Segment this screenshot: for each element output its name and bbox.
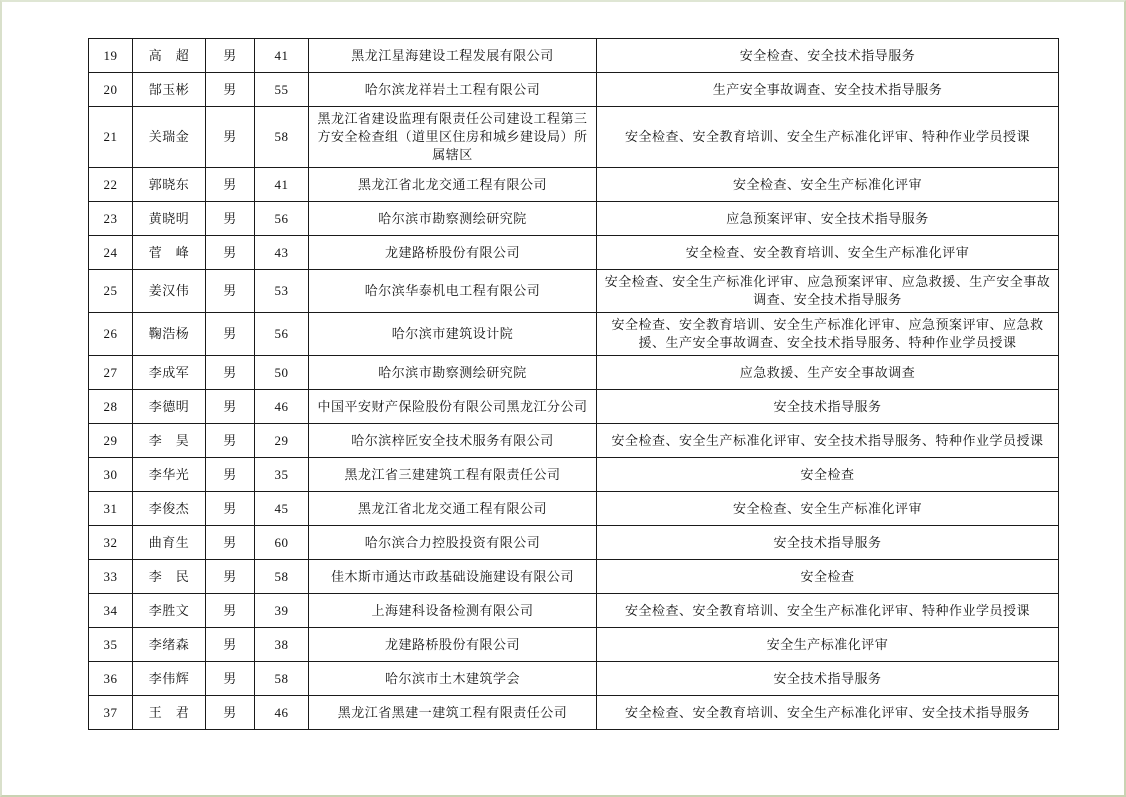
cell-age: 41: [255, 39, 309, 73]
cell-services: 安全技术指导服务: [597, 390, 1059, 424]
table-row: [89, 696, 1059, 730]
table-row: [89, 526, 1059, 560]
cell-age: 46: [255, 696, 309, 730]
cell-company: 黑龙江省北龙交通工程有限公司: [309, 168, 597, 202]
cell-services: 安全技术指导服务: [597, 662, 1059, 696]
cell-name: 李胜文: [133, 594, 206, 628]
table-row: [89, 107, 1059, 168]
cell-name: 李华光: [133, 458, 206, 492]
table-row: [89, 424, 1059, 458]
cell-name: 菅 峰: [133, 236, 206, 270]
cell-gender: 男: [206, 526, 255, 560]
cell-name: 姜汉伟: [133, 270, 206, 313]
cell-serial-number: 33: [89, 560, 133, 594]
cell-services: 安全检查、安全教育培训、安全生产标准化评审: [597, 236, 1059, 270]
cell-gender: 男: [206, 390, 255, 424]
cell-age: 50: [255, 356, 309, 390]
cell-name: 李 昊: [133, 424, 206, 458]
cell-company: 上海建科设备检测有限公司: [309, 594, 597, 628]
table-row: [89, 662, 1059, 696]
table-row: [89, 458, 1059, 492]
cell-name: 王 君: [133, 696, 206, 730]
cell-serial-number: 25: [89, 270, 133, 313]
cell-services: 安全检查、安全教育培训、安全生产标准化评审、特种作业学员授课: [597, 107, 1059, 168]
cell-age: 46: [255, 390, 309, 424]
cell-serial-number: 19: [89, 39, 133, 73]
cell-name: 郭晓东: [133, 168, 206, 202]
experts-table: [88, 38, 1059, 730]
cell-serial-number: 22: [89, 168, 133, 202]
table-row: [89, 39, 1059, 73]
cell-services: 安全技术指导服务: [597, 526, 1059, 560]
cell-gender: 男: [206, 492, 255, 526]
cell-serial-number: 27: [89, 356, 133, 390]
cell-serial-number: 34: [89, 594, 133, 628]
cell-services: 安全检查: [597, 458, 1059, 492]
table-row: [89, 236, 1059, 270]
cell-services: 安全检查、安全生产标准化评审: [597, 168, 1059, 202]
cell-name: 李俊杰: [133, 492, 206, 526]
cell-gender: 男: [206, 696, 255, 730]
table-row: [89, 168, 1059, 202]
cell-services: 安全检查、安全教育培训、安全生产标准化评审、应急预案评审、应急救援、生产安全事故调查、安全技术指导服务、特种作业学员授课: [597, 313, 1059, 356]
cell-company: 龙建路桥股份有限公司: [309, 628, 597, 662]
cell-serial-number: 28: [89, 390, 133, 424]
table-row: [89, 270, 1059, 313]
cell-services: 安全检查: [597, 560, 1059, 594]
table-body: [89, 39, 1059, 730]
table-row: [89, 202, 1059, 236]
cell-gender: 男: [206, 424, 255, 458]
cell-age: 56: [255, 202, 309, 236]
cell-serial-number: 21: [89, 107, 133, 168]
table-row: [89, 492, 1059, 526]
cell-services: 生产安全事故调查、安全技术指导服务: [597, 73, 1059, 107]
cell-gender: 男: [206, 628, 255, 662]
cell-serial-number: 23: [89, 202, 133, 236]
table-row: [89, 356, 1059, 390]
cell-company: 哈尔滨华泰机电工程有限公司: [309, 270, 597, 313]
cell-name: 李伟辉: [133, 662, 206, 696]
cell-name: 黄晓明: [133, 202, 206, 236]
table-row: [89, 73, 1059, 107]
cell-gender: 男: [206, 73, 255, 107]
cell-gender: 男: [206, 594, 255, 628]
table-row: [89, 390, 1059, 424]
cell-name: 关瑞金: [133, 107, 206, 168]
cell-serial-number: 32: [89, 526, 133, 560]
cell-services: 安全检查、安全生产标准化评审、应急预案评审、应急救援、生产安全事故调查、安全技术指导服务: [597, 270, 1059, 313]
cell-age: 55: [255, 73, 309, 107]
cell-services: 安全检查、安全生产标准化评审、安全技术指导服务、特种作业学员授课: [597, 424, 1059, 458]
cell-name: 鞠浩杨: [133, 313, 206, 356]
document-page: [2, 2, 1124, 795]
cell-company: 哈尔滨梓匠安全技术服务有限公司: [309, 424, 597, 458]
cell-serial-number: 26: [89, 313, 133, 356]
cell-age: 35: [255, 458, 309, 492]
cell-company: 哈尔滨市勘察测绘研究院: [309, 202, 597, 236]
cell-company: 黑龙江省北龙交通工程有限公司: [309, 492, 597, 526]
cell-serial-number: 20: [89, 73, 133, 107]
cell-age: 58: [255, 560, 309, 594]
cell-age: 29: [255, 424, 309, 458]
cell-serial-number: 37: [89, 696, 133, 730]
cell-serial-number: 36: [89, 662, 133, 696]
cell-gender: 男: [206, 107, 255, 168]
cell-name: 曲育生: [133, 526, 206, 560]
cell-gender: 男: [206, 313, 255, 356]
cell-gender: 男: [206, 236, 255, 270]
cell-services: 应急救援、生产安全事故调查: [597, 356, 1059, 390]
cell-company: 哈尔滨合力控股投资有限公司: [309, 526, 597, 560]
cell-name: 高 超: [133, 39, 206, 73]
cell-age: 60: [255, 526, 309, 560]
cell-gender: 男: [206, 270, 255, 313]
cell-company: 黑龙江省黑建一建筑工程有限责任公司: [309, 696, 597, 730]
table-row: [89, 628, 1059, 662]
cell-serial-number: 30: [89, 458, 133, 492]
cell-name: 李成军: [133, 356, 206, 390]
cell-company: 哈尔滨龙祥岩土工程有限公司: [309, 73, 597, 107]
cell-company: 佳木斯市通达市政基础设施建设有限公司: [309, 560, 597, 594]
cell-services: 安全检查、安全教育培训、安全生产标准化评审、安全技术指导服务: [597, 696, 1059, 730]
cell-gender: 男: [206, 39, 255, 73]
cell-age: 43: [255, 236, 309, 270]
cell-company: 黑龙江省三建建筑工程有限责任公司: [309, 458, 597, 492]
cell-services: 安全检查、安全生产标准化评审: [597, 492, 1059, 526]
cell-age: 58: [255, 662, 309, 696]
cell-services: 安全检查、安全教育培训、安全生产标准化评审、特种作业学员授课: [597, 594, 1059, 628]
cell-company: 中国平安财产保险股份有限公司黑龙江分公司: [309, 390, 597, 424]
cell-age: 45: [255, 492, 309, 526]
cell-company: 哈尔滨市土木建筑学会: [309, 662, 597, 696]
cell-serial-number: 24: [89, 236, 133, 270]
cell-name: 郜玉彬: [133, 73, 206, 107]
cell-company: 龙建路桥股份有限公司: [309, 236, 597, 270]
cell-gender: 男: [206, 458, 255, 492]
cell-company: 哈尔滨市勘察测绘研究院: [309, 356, 597, 390]
cell-serial-number: 29: [89, 424, 133, 458]
cell-gender: 男: [206, 202, 255, 236]
cell-age: 58: [255, 107, 309, 168]
cell-company: 黑龙江星海建设工程发展有限公司: [309, 39, 597, 73]
cell-gender: 男: [206, 662, 255, 696]
cell-age: 38: [255, 628, 309, 662]
cell-name: 李 民: [133, 560, 206, 594]
cell-company: 哈尔滨市建筑设计院: [309, 313, 597, 356]
cell-services: 应急预案评审、安全技术指导服务: [597, 202, 1059, 236]
cell-services: 安全检查、安全技术指导服务: [597, 39, 1059, 73]
cell-gender: 男: [206, 356, 255, 390]
cell-age: 39: [255, 594, 309, 628]
cell-services: 安全生产标准化评审: [597, 628, 1059, 662]
cell-serial-number: 35: [89, 628, 133, 662]
cell-company: 黑龙江省建设监理有限责任公司建设工程第三方安全检查组（道里区住房和城乡建设局）所属辖区: [309, 107, 597, 168]
cell-serial-number: 31: [89, 492, 133, 526]
table-row: [89, 594, 1059, 628]
table-row: [89, 313, 1059, 356]
cell-age: 56: [255, 313, 309, 356]
cell-name: 李德明: [133, 390, 206, 424]
table-row: [89, 560, 1059, 594]
cell-name: 李绪森: [133, 628, 206, 662]
cell-gender: 男: [206, 560, 255, 594]
cell-gender: 男: [206, 168, 255, 202]
cell-age: 41: [255, 168, 309, 202]
cell-age: 53: [255, 270, 309, 313]
